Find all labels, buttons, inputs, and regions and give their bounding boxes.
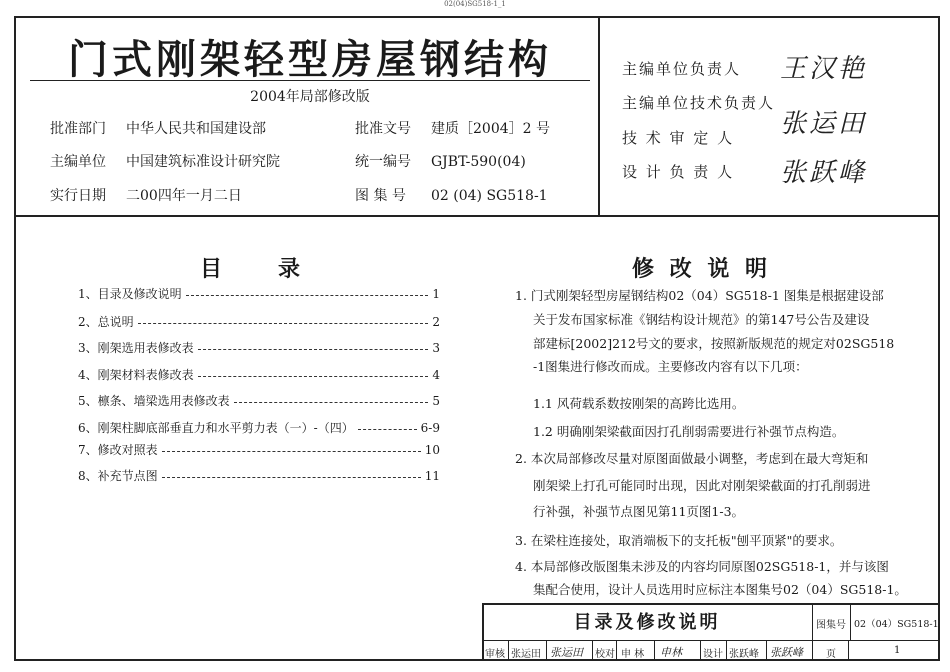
title-block-mid xyxy=(482,640,940,641)
signature-role: 设 计 负 责 人 xyxy=(622,163,735,181)
toc-item-text: 1、目录及修改说明 xyxy=(78,287,182,301)
toc-item-page: 6-9 xyxy=(420,420,440,435)
atlas-no-value: 02 (04) SG518-1 xyxy=(431,188,548,204)
note-line: 部建标[2002]212号文的要求，按照新版规范的规定对02SG518 xyxy=(533,336,895,351)
editor-unit-row xyxy=(50,151,280,171)
toc-leader xyxy=(198,376,429,377)
review-signature: 张运田 xyxy=(550,646,583,659)
toc-leader xyxy=(162,451,421,452)
signature-row xyxy=(622,58,774,79)
note-line: 1.1 风荷载系数按刚架的高跨比选用。 xyxy=(533,396,745,411)
review-name: 张运田 xyxy=(511,649,541,660)
approve-dept-label: 批准部门 xyxy=(50,121,106,137)
page-title: 门式刚架轻型房屋钢结构 xyxy=(68,37,552,83)
header-bottom-line xyxy=(14,215,940,217)
effective-date-value: 二00四年一月二日 xyxy=(126,188,242,204)
approve-doc-value: 建质［2004］2 号 xyxy=(431,121,550,137)
title-block-divider xyxy=(850,603,851,640)
design-label: 设计 xyxy=(703,649,723,660)
note-line: 4. 本局部修改版图集未涉及的内容均同原图02SG518-1，并与该图 xyxy=(515,559,889,574)
note-line: 关于发布国家标准《钢结构设计规范》的第147号公告及建设 xyxy=(533,312,870,327)
toc-item-text: 5、檩条、墙梁选用表修改表 xyxy=(78,394,230,408)
toc-item-page: 5 xyxy=(432,393,440,408)
approve-doc-row xyxy=(355,118,550,138)
atlas-no-label: 图 集 号 xyxy=(355,188,406,204)
image-caption: 02(04)SG518-1_1 xyxy=(444,0,506,8)
editor-unit-label: 主编单位 xyxy=(50,154,106,170)
check-signature: 申林 xyxy=(660,646,682,659)
toc-item-text: 3、刚架选用表修改表 xyxy=(78,341,194,355)
toc-heading: 目 录 xyxy=(200,257,305,282)
title-block-divider xyxy=(766,640,767,661)
signature-handwriting: 张运田 xyxy=(780,109,868,139)
design-signature: 张跃峰 xyxy=(770,646,803,659)
editor-unit-value: 中国建筑标准设计研究院 xyxy=(126,154,280,170)
approve-dept-row xyxy=(50,118,266,138)
signature-handwriting: 王汉艳 xyxy=(780,54,868,84)
note-line: 3. 在梁柱连接处，取消端板下的支托板"刨平顶紧"的要求。 xyxy=(515,533,843,548)
page-value: 1 xyxy=(894,645,901,656)
atlas-no-row xyxy=(355,185,548,205)
design-name: 张跃峰 xyxy=(729,649,759,660)
toc-item xyxy=(78,392,440,409)
check-name: 申 林 xyxy=(621,649,645,660)
toc-item xyxy=(78,467,440,484)
toc-leader xyxy=(234,402,429,403)
toc-item-page: 4 xyxy=(432,367,440,382)
toc-item-page: 10 xyxy=(424,442,440,457)
effective-date-label: 实行日期 xyxy=(50,188,106,204)
toc-leader xyxy=(138,323,429,324)
note-line: 1. 门式刚架轻型房屋钢结构02（04）SG518-1 图集是根据建设部 xyxy=(515,288,884,303)
check-label: 校对 xyxy=(595,649,615,660)
atlas-value: 02（04）SG518-1 xyxy=(854,619,939,630)
signature-role: 主编单位负责人 xyxy=(622,60,742,78)
approve-dept-value: 中华人民共和国建设部 xyxy=(126,121,266,137)
note-line: 1.2 明确刚架梁截面因打孔削弱需要进行补强节点构造。 xyxy=(533,424,845,439)
toc-item-page: 2 xyxy=(432,314,440,329)
toc-item xyxy=(78,313,440,330)
title-block-divider xyxy=(848,640,849,661)
toc-item-text: 6、刚架柱脚底部垂直力和水平剪力表（一）-（四） xyxy=(78,421,354,435)
toc-item xyxy=(78,441,440,458)
toc-item-text: 4、刚架材料表修改表 xyxy=(78,368,194,382)
review-label: 审核 xyxy=(485,649,505,660)
unified-no-value: GJBT-590(04) xyxy=(431,154,526,170)
page-label: 页 xyxy=(826,649,836,660)
title-block-divider xyxy=(546,640,547,661)
note-line: -1图集进行修改而成。主要修改内容有以下几项： xyxy=(533,359,808,374)
title-block-divider xyxy=(508,640,509,661)
header-divider xyxy=(598,16,600,216)
title-block-divider xyxy=(654,640,655,661)
toc-item-page: 3 xyxy=(432,340,440,355)
toc-item xyxy=(78,366,440,383)
toc-item-page: 11 xyxy=(424,468,440,483)
signature-handwriting: 张跃峰 xyxy=(780,158,868,188)
toc-item-text: 8、补充节点图 xyxy=(78,469,158,483)
title-block-divider xyxy=(616,640,617,661)
signature-row xyxy=(622,161,774,182)
note-line: 2. 本次局部修改尽量对原图面做最小调整，考虑到在最大弯矩和 xyxy=(515,451,869,466)
toc-leader xyxy=(358,429,417,430)
title-block-divider xyxy=(812,603,813,661)
note-line: 集配合使用，设计人员选用时应标注本图集号02（04）SG518-1。 xyxy=(533,582,907,597)
toc-leader xyxy=(162,477,421,478)
notes-heading: 修 改 说 明 xyxy=(632,257,771,282)
note-line: 刚架梁上打孔可能同时出现，因此对刚架梁截面的打孔削弱进 xyxy=(533,478,871,493)
edition-label: 2004年局部修改版 xyxy=(250,89,370,105)
approve-doc-label: 批准文号 xyxy=(355,121,411,137)
toc-item-text: 2、总说明 xyxy=(78,315,134,329)
title-block-title: 目录及修改说明 xyxy=(573,612,721,633)
toc-item xyxy=(78,285,440,302)
toc-leader xyxy=(186,295,429,296)
unified-no-label: 统一编号 xyxy=(355,154,411,170)
unified-no-row xyxy=(355,151,526,171)
title-block-divider xyxy=(592,640,593,661)
title-block-divider xyxy=(700,640,701,661)
signature-row xyxy=(622,92,774,113)
signature-role: 主编单位技术负责人 xyxy=(622,94,776,112)
signature-row xyxy=(622,127,774,148)
atlas-label: 图集号 xyxy=(816,620,846,631)
title-block-divider xyxy=(726,640,727,661)
signature-role: 技 术 审 定 人 xyxy=(622,129,735,147)
toc-item xyxy=(78,339,440,356)
toc-item-page: 1 xyxy=(432,286,440,301)
toc-leader xyxy=(198,349,429,350)
toc-item xyxy=(78,419,440,436)
effective-date-row xyxy=(50,185,242,205)
note-line: 行补强，补强节点图见第11页图1-3。 xyxy=(533,504,745,519)
toc-item-text: 7、修改对照表 xyxy=(78,443,158,457)
